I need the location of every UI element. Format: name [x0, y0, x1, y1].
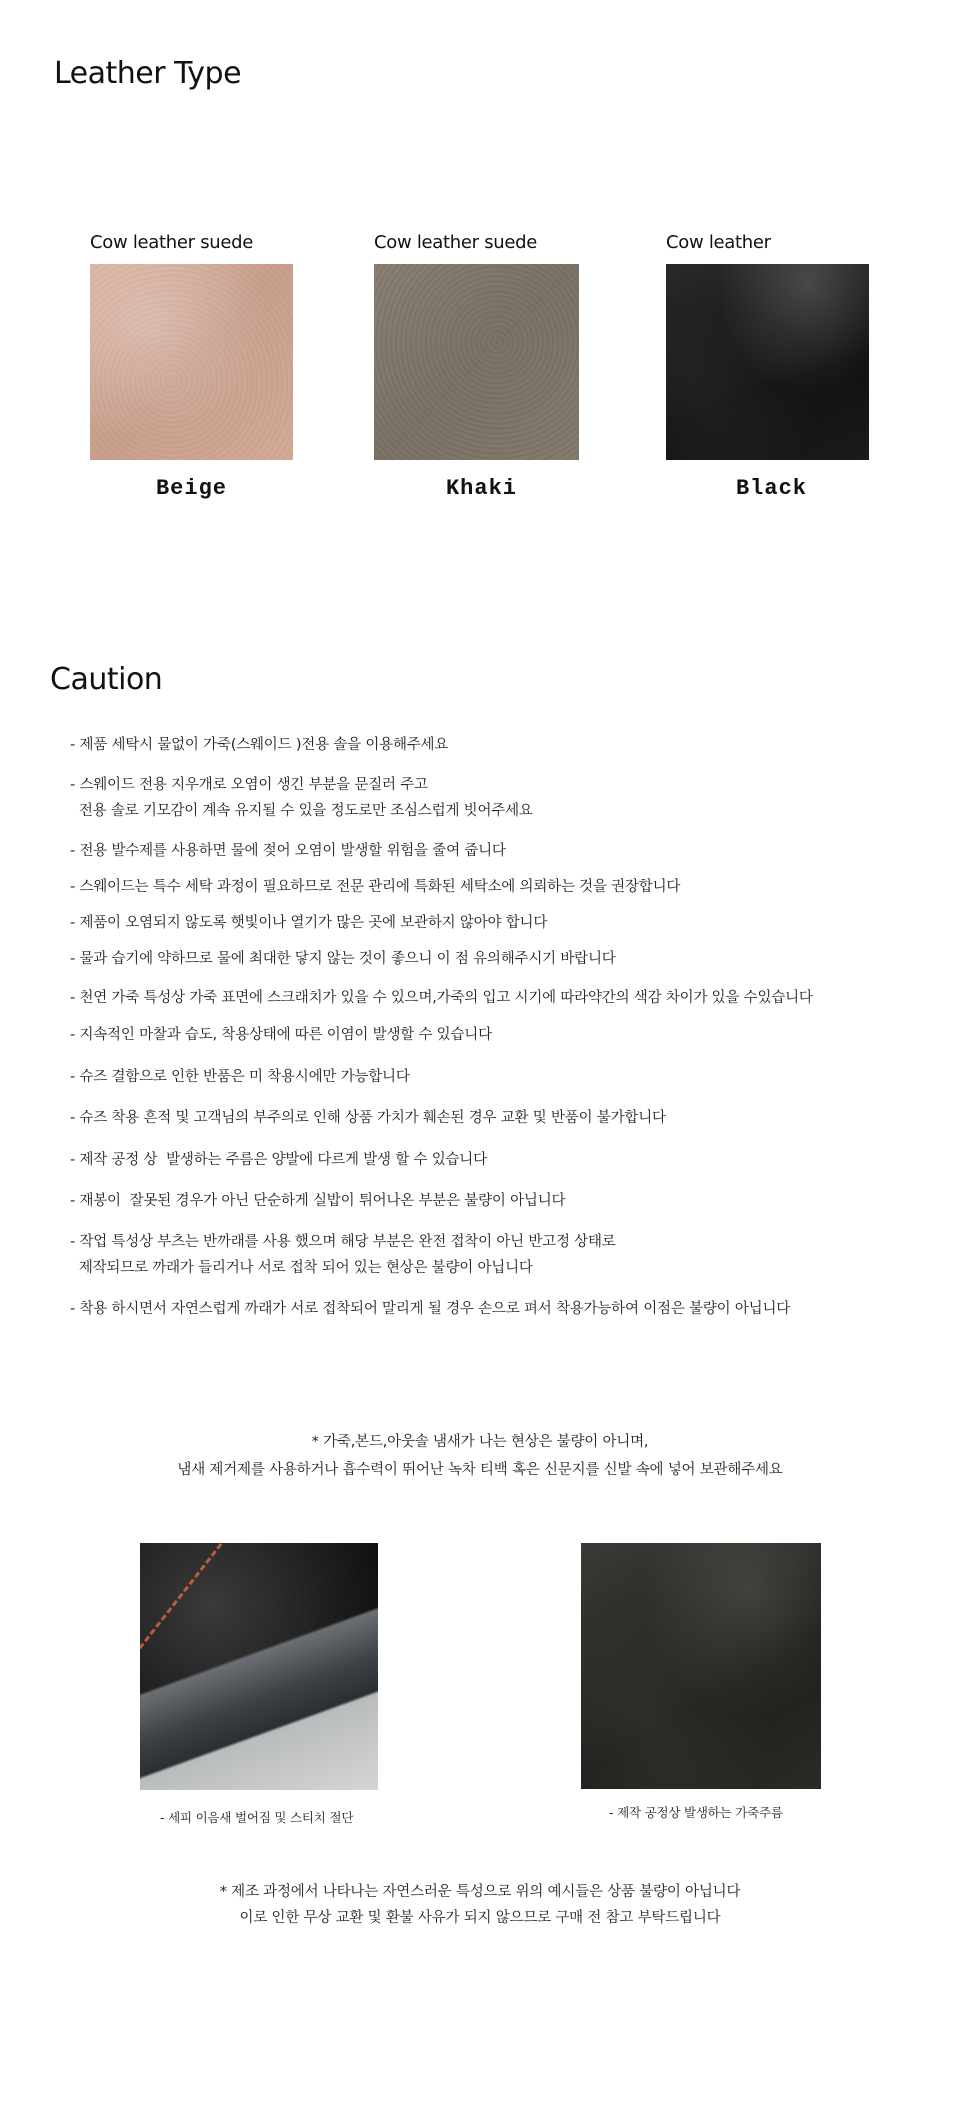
swatch-label-khaki: Cow leather suede — [374, 232, 538, 253]
leather-wrinkle-caption: - 제작 공정상 발생하는 가죽주름 — [609, 1805, 783, 1820]
smell-note-line1: * 가죽,본드,아웃솔 냄새가 나는 현상은 불량이 아니며, — [311, 1434, 649, 1450]
black-leather-swatch — [666, 264, 869, 460]
caution-item: - 제품이 오염되지 않도록 햇빛이나 열기가 많은 곳에 보관하지 않아야 합니다 — [70, 915, 548, 931]
caution-item: - 천연 가죽 특성상 가죽 표면에 스크래치가 있을 수 있으며,가죽의 입고 시기에 따라약간의 색감 차이가 있을 수있습니다 — [70, 990, 813, 1006]
caution-item: - 착용 하시면서 자연스럽게 까래가 서로 접착되어 말리게 될 경우 손으로 펴서 착용가능하여 이점은 불량이 아닙니다 — [70, 1301, 791, 1317]
swatch-label-beige: Cow leather suede — [90, 232, 254, 253]
footer-note-line1: * 제조 과정에서 나타나는 자연스러운 특성으로 위의 예시들은 상품 불량이 아닙니다 — [219, 1884, 741, 1900]
color-name-beige: Beige — [155, 476, 227, 501]
caution-item: - 물과 습기에 약하므로 물에 최대한 닿지 않는 것이 좋으니 이 점 유의해주시기 바랍니다 — [70, 951, 616, 967]
welt-seam-caption: - 세피 이음새 벌어짐 및 스티치 절단 — [160, 1810, 354, 1825]
caution-item: - 제품 세탁시 물없이 가죽(스웨이드 )전용 솔을 이용해주세요 — [70, 737, 449, 753]
swatch-label-black: Cow leather — [666, 232, 771, 253]
caution-item: - 스웨이드는 특수 세탁 과정이 필요하므로 전문 관리에 특화된 세탁소에 의뢰하는 것을 권장합니다 — [70, 879, 681, 895]
color-name-black: Black — [735, 476, 807, 501]
caution-title: Caution — [50, 662, 163, 697]
caution-item: - 제작 공정 상 발생하는 주름은 양발에 다르게 발생 할 수 있습니다 — [70, 1152, 487, 1168]
caution-item: - 슈즈 결함으로 인한 반품은 미 착용시에만 가능합니다 — [70, 1069, 410, 1085]
caution-item: - 전용 발수제를 사용하면 물에 젖어 오염이 발생할 위험을 줄여 줍니다 — [70, 843, 506, 859]
smell-note-line2: 냄새 제거제를 사용하거나 흡수력이 뛰어난 녹차 티백 혹은 신문지를 신발 속에 넣어 보관해주세요 — [177, 1462, 783, 1478]
caution-item: - 스웨이드 전용 지우개로 오염이 생긴 부분을 문질러 주고 전용 솔로 기모감이 계속 유지될 수 있을 정도로만 조심스럽게 빗어주세요 — [70, 777, 533, 819]
color-name-khaki: Khaki — [445, 476, 517, 501]
khaki-suede-swatch — [374, 264, 579, 460]
leather-type-title: Leather Type — [54, 56, 242, 91]
caution-item: - 지속적인 마찰과 습도, 착용상태에 따른 이염이 발생할 수 있습니다 — [70, 1027, 492, 1043]
leather-wrinkle-photo — [581, 1543, 821, 1789]
caution-item: - 슈즈 착용 흔적 및 고객님의 부주의로 인해 상품 가치가 훼손된 경우 교환 및 반품이 불가합니다 — [70, 1110, 666, 1126]
footer-note-line2: 이로 인한 무상 교환 및 환불 사유가 되지 않으므로 구매 전 참고 부탁드립니다 — [239, 1910, 721, 1926]
stitch-line — [140, 1543, 378, 1790]
beige-suede-swatch — [90, 264, 293, 460]
caution-item: - 작업 특성상 부츠는 반까래를 사용 했으며 해당 부분은 완전 접착이 아닌 반고정 상태로 제작되므로 까래가 들리거나 서로 접착 되어 있는 현상은 불량이 아닙니다 — [70, 1234, 616, 1276]
welt-seam-photo — [140, 1543, 378, 1790]
caution-item: - 재봉이 잘못된 경우가 아닌 단순하게 실밥이 튀어나온 부분은 불량이 아닙니다 — [70, 1193, 566, 1209]
